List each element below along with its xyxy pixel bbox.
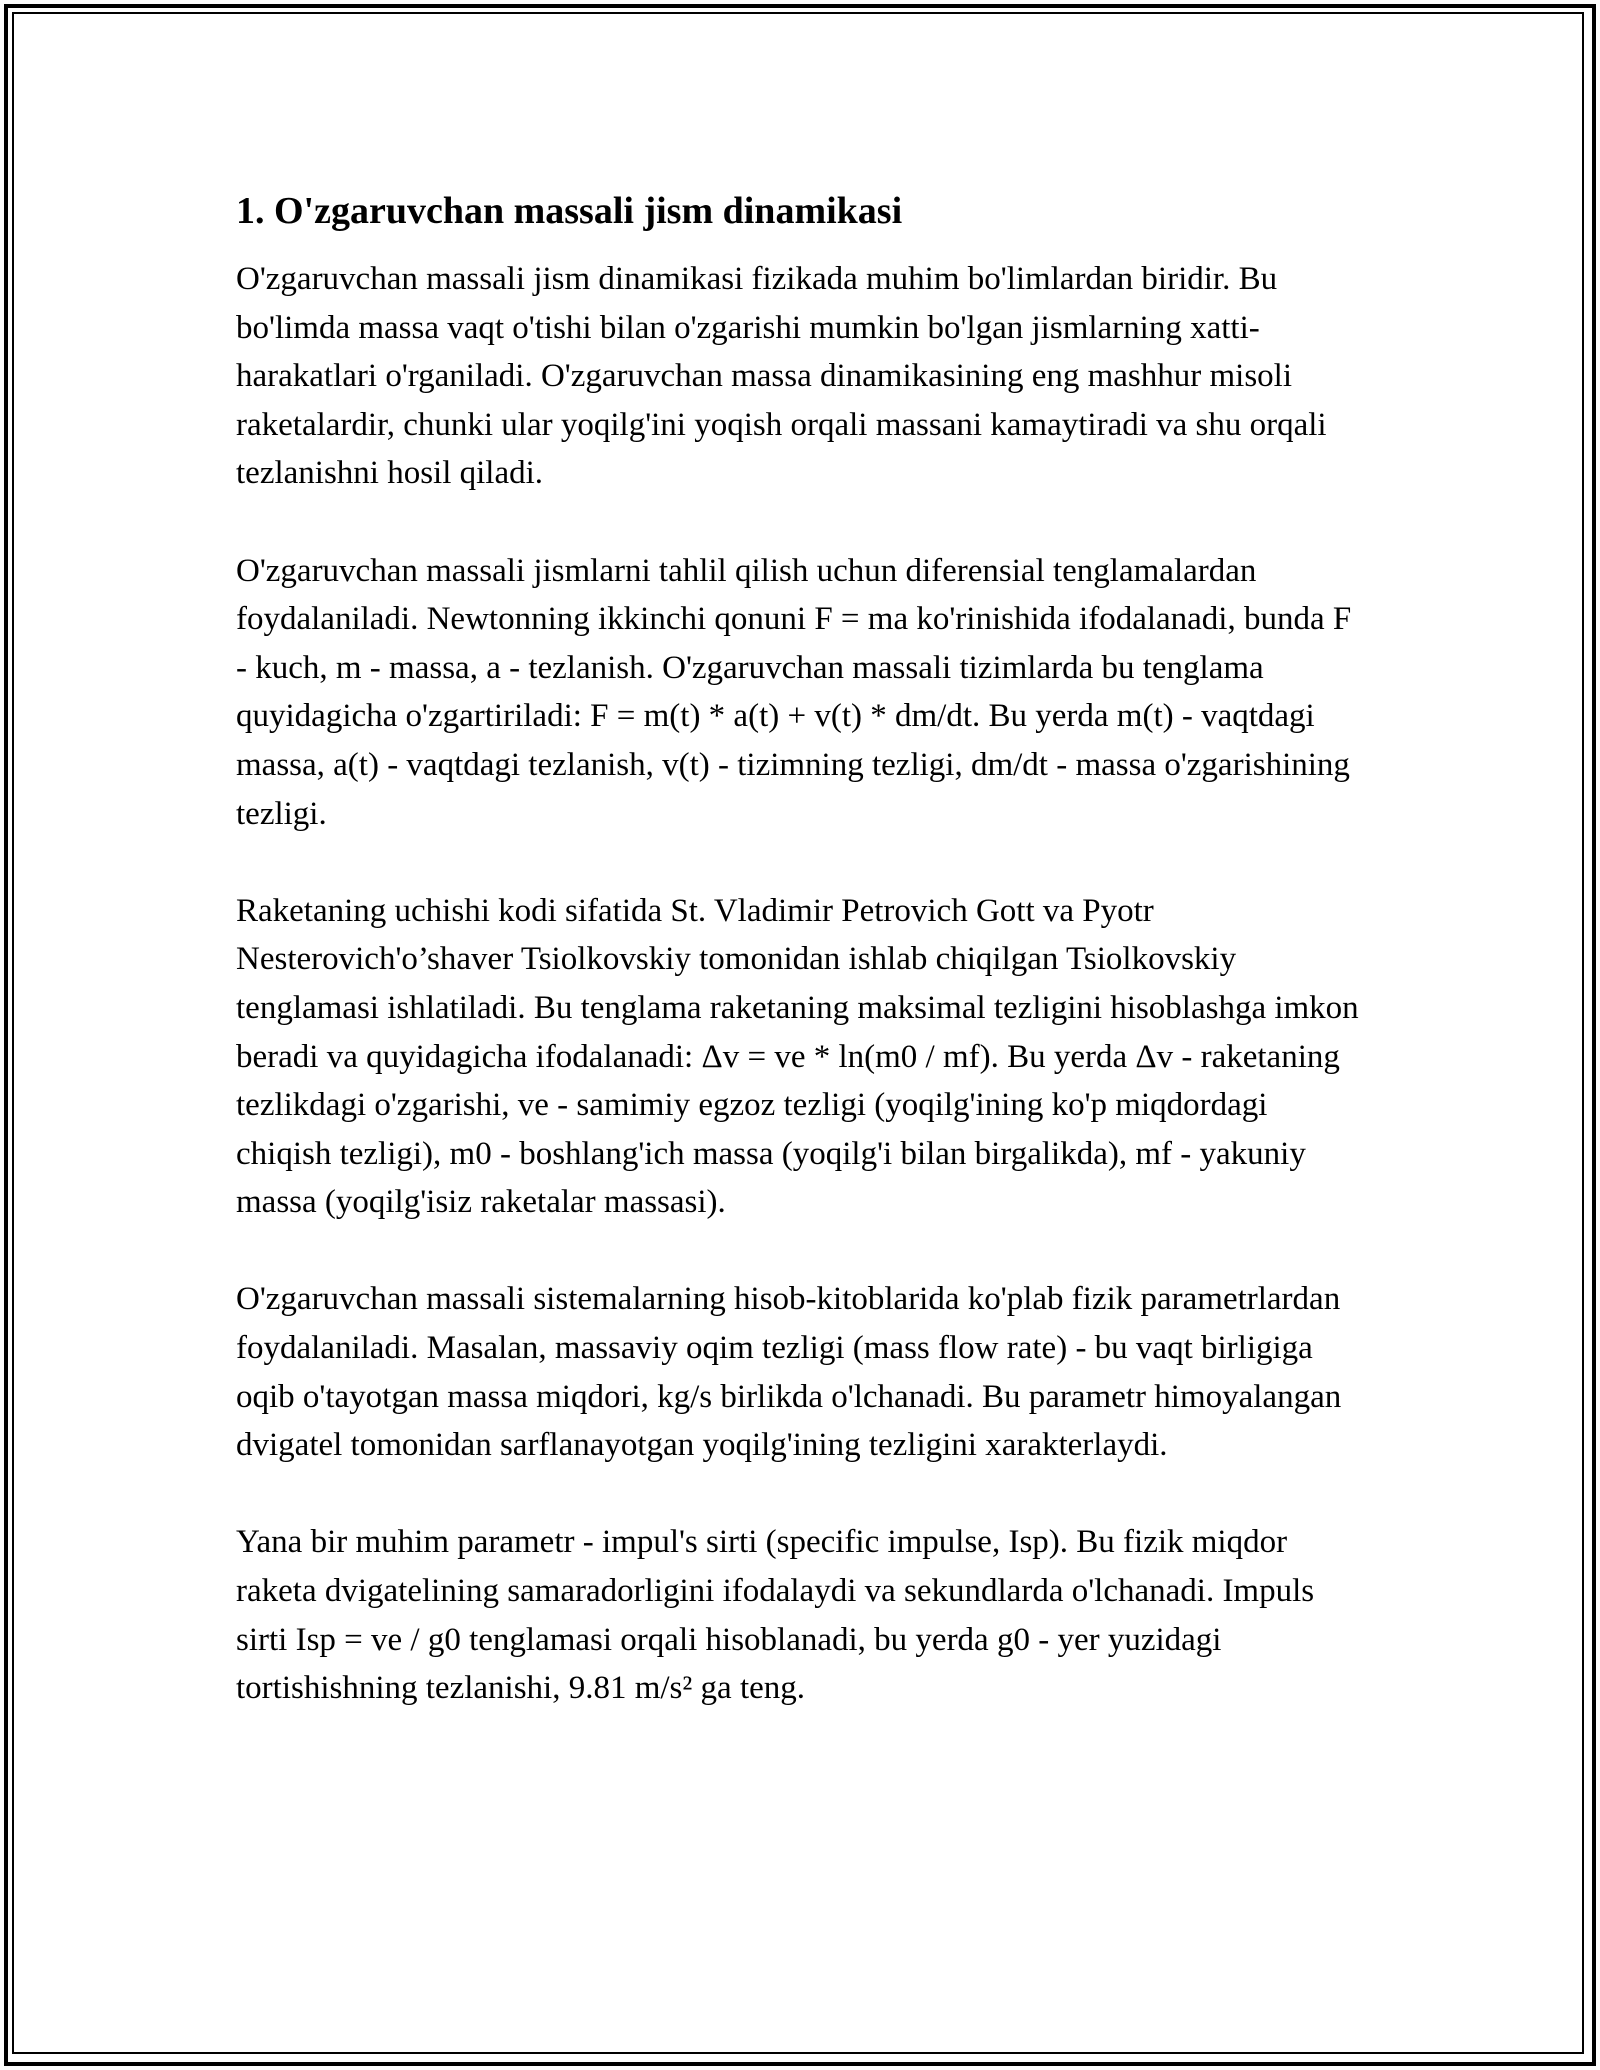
document-body <box>236 186 1366 1713</box>
section-title: 1. O'zgaruvchan massali jism dinamikasi <box>236 190 903 232</box>
paragraph-newton-law: O'zgaruvchan massali jismlarni tahlil qilish uchun diferensial tenglamalardan foydalaniladi. Newtonning ikkinchi qonuni F = ma ko'rinishida ifodalanadi, bunda F - kuch, m - massa, a - tezlanish. O'zgaruvchan massali tizimlarda bu tenglama quyidagicha o'zgartiriladi: F = m(t) * a(t) + v(t) * dm/dt. Bu yerda m(t) - vaqtdagi massa, a(t) - vaqtdagi tezlanish, v(t) - tizimning tezligi, dm/dt - massa o'zgarishining tezligi. <box>236 552 1352 832</box>
paragraph-intro: O'zgaruvchan massali jism dinamikasi fizikada muhim bo'limlardan biridir. Bu bo'limda massa vaqt o'tishi bilan o'zgarishi mumkin bo'lgan jismlarning xatti-harakatlari o'rganiladi. O'zgaruvchan massa dinamikasining eng mashhur misoli raketalardir, chunki ular yoqilg'ini yoqish orqali massani kamaytiradi va shu orqali tezlanishni hosil qiladi. <box>236 261 1327 492</box>
paragraph-specific-impulse: Yana bir muhim parametr - impul's sirti (specific impulse, Isp). Bu fizik miqdor raketa dvigatelining samaradorligini ifodalaydi va sekundlarda o'lchanadi. Impuls sirti Isp = ve / g0 tenglamasi orqali hisoblanadi, bu yerda g0 - yer yuzidagi tortishishning tezlanishi, 9.81 m/s² ga teng. <box>236 1524 1315 1707</box>
paragraph-tsiolkovsky: Raketaning uchishi kodi sifatida St. Vladimir Petrovich Gott va Pyotr Nesterovich'o’shaver Tsiolkovskiy tomonidan ishlab chiqilgan Tsiolkovskiy tenglamasi ishlatiladi. Bu tenglama raketaning maksimal tezligini hisoblashga imkon beradi va quyidagicha ifodalanadi: Δv = ve * ln(m0 / mf). Bu yerda Δv - raketaning tezlikdagi o'zgarishi, ve - samimiy egzoz tezligi (yoqilg'ining ko'p miqdordagi chiqish tezligi), m0 - boshlang'ich massa (yoqilg'i bilan birgalikda), mf - yakuniy massa (yoqilg'isiz raketalar massasi). <box>236 892 1359 1221</box>
paragraph-mass-flow-rate: O'zgaruvchan massali sistemalarning hisob-kitoblarida ko'plab fizik parametrlardan foydalaniladi. Masalan, massaviy oqim tezligi (mass flow rate) - bu vaqt birligiga oqib o'tayotgan massa miqdori, kg/s birlikda o'lchanadi. Bu parametr himoyalangan dvigatel tomonidan sarflanayotgan yoqilg'ining tezligini xarakterlaydi. <box>236 1281 1342 1464</box>
